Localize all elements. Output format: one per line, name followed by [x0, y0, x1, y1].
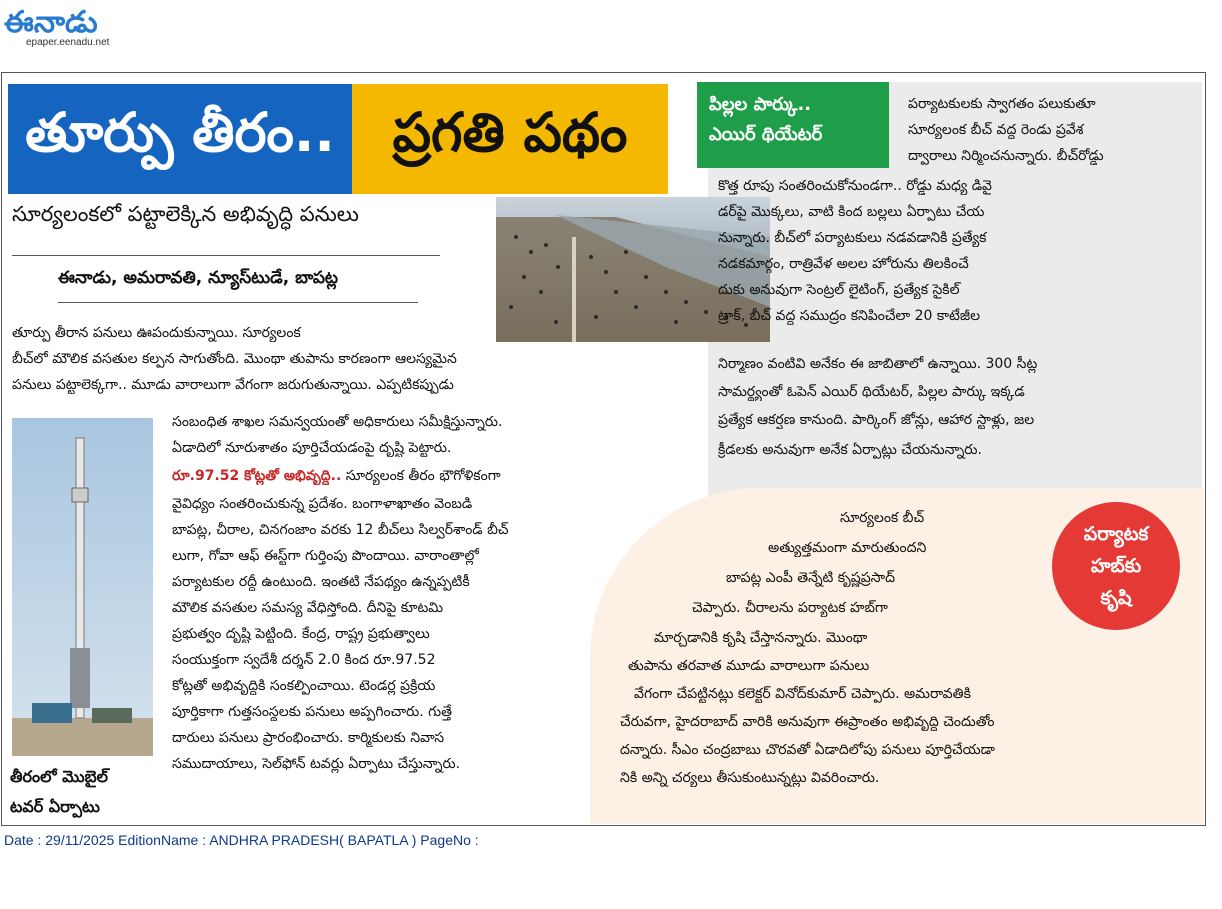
divider — [58, 302, 418, 303]
site-url: epaper.eenadu.net — [26, 37, 110, 48]
hub-line: చెప్పారు. చీరాలను పర్యాటక హబ్‌గా — [692, 600, 888, 616]
body-line: మౌలిక వసతుల సమస్య వేధిస్తోంది. దీనిపై కూటమి — [172, 600, 444, 616]
hub-line: మార్చడానికి కృషి చేస్తానన్నారు. మొంథా — [654, 630, 868, 646]
body-line: ఏడాదిలో నూరుశాతం పూర్తిచేయడంపై దృష్టి పెట్టారు. — [172, 440, 452, 456]
sidebar-title-line: ఎయిర్ థియేటర్ — [709, 124, 823, 145]
sidebar-line: దుకు అనువుగా సెంట్రల్ లైటింగ్, ప్రత్యేక సైకిల్ — [718, 282, 960, 298]
body-line: సంబంధిత శాఖల సమన్వయంతో అధికారులు సమీక్షిస్తున్నారు. — [172, 414, 503, 430]
sidebar-line: క్రీడలకు అనువుగా అనేక ఏర్పాట్లు చేయనున్నారు. — [718, 442, 982, 458]
body-line: కోట్లతో అభివృద్ధికి సంకల్పించాయి. టెండర్ల ప్రక్రియ — [172, 678, 436, 694]
photo-caption — [10, 762, 160, 822]
divider — [12, 255, 440, 256]
body-line: తూర్పు తీరాన పనులు ఊపందుకున్నాయి. సూర్యలంక — [12, 325, 301, 341]
sidebar-line: ద్వారాలు నిర్మించనున్నారు. బీచ్‌రోడ్డు — [908, 148, 1104, 164]
eenadu-logo[interactable] — [2, 2, 136, 38]
hub-line: సూర్యలంక బీచ్ — [840, 510, 925, 526]
sidebar-line: కొత్త రూపు సంతరించుకోనుండగా.. రోడ్డు మధ్య డివై — [718, 178, 993, 194]
byline: ఈనాడు, అమరావతి, న్యూస్‌టుడే, బాపట్ల — [58, 268, 339, 288]
sidebar-line: ప్రత్యేక ఆకర్షణ కానుంది. పార్కింగ్ జోన్లు, ఆహార స్టాళ్లు, జల — [718, 412, 1035, 428]
hub-line: అత్యుత్తమంగా మారుతుందని — [768, 540, 927, 556]
subheadline: సూర్యలంకలో పట్టాలెక్కిన అభివృద్ధి పనులు — [12, 202, 359, 226]
hub-line: వేగంగా చేపట్టినట్లు కలెక్టర్ వినోద్‌కుమార్ చెప్పారు. అమరావతికి — [634, 686, 971, 702]
photo-caption-line: తీరంలో మొబైల్ — [10, 767, 108, 786]
body-line: సంయుక్తంగా స్వదేశీ దర్శన్ 2.0 కింద రూ.97.52 — [172, 652, 436, 668]
body-line: పర్యాటకుల రద్దీ ఉంటుంది. ఇంతటి నేపథ్యం ఉన్నప్పటికీ — [172, 574, 470, 590]
body-line — [172, 468, 692, 485]
hub-line: బాపట్ల ఎంపీ తెన్నేటి కృష్ణప్రసాద్ — [726, 570, 895, 586]
sidebar-title-box — [697, 82, 889, 168]
hub-callout-line: పర్యాటక — [1083, 523, 1149, 545]
sidebar-line: నిర్మాణం వంటివి అనేకం ఈ జాబితాలో ఉన్నాయి. 300 సీట్ల — [718, 356, 1038, 372]
headline-part-2: ప్రగతి పథం — [352, 84, 668, 194]
sidebar-line: సామర్థ్యంతో ఓపెన్ ఎయిర్ థియేటర్, పిల్లల పార్కు ఇక్కడ — [718, 384, 1025, 400]
svg-text:ఈనాడు: ఈనాడు — [4, 5, 98, 38]
sidebar-line: ట్రాక్, బీచ్ వద్ద సముద్రం కనిపించేలా 20 కాటేజీల — [718, 308, 981, 324]
sidebar-line: నడకమార్గం, రాత్రివేళ అలల హోరును తిలకించే — [718, 256, 969, 272]
sidebar-title-line: పిల్లల పార్కు.. — [709, 94, 812, 115]
hub-line: చేరువగా, హైదరాబాద్ వారికి అనువుగా ఈప్రాంతం అభివృద్ధి చెందుతోం — [620, 714, 995, 730]
body-line: వైవిధ్యం సంతరించుకున్న ప్రదేశం. బంగాళాఖాతం వెంబడి — [172, 496, 473, 512]
body-line: లుగా, గోవా ఆఫ్ ఈస్ట్‌గా గుర్తింపు పొందాయి. వారాంతాల్లో — [172, 548, 479, 564]
sidebar-line: సూర్యలంక బీచ్ వద్ద రెండు ప్రవేశ — [908, 122, 1084, 138]
sidebar-line: పర్యాటకులకు స్వాగతం పలుకుతూ — [908, 96, 1096, 112]
hub-line: దన్నారు. సీఎం చంద్రబాబు చొరవతో ఏడాదిలోపు పనులు పూర్తిచేయడా — [620, 742, 995, 758]
section-lead: రూ.97.52 కోట్లతో అభివృద్ధి.. — [172, 468, 342, 484]
hub-line: నికి అన్ని చర్యలు తీసుకుంటున్నట్లు వివరించారు. — [620, 770, 880, 786]
body-line: బాపట్ల, చీరాల, చినగంజాం వరకు 12 బీచ్‌లు సిల్వర్‌శాండ్ బీచ్ — [172, 522, 509, 538]
photo-caption-line: టవర్ ఏర్పాటు — [10, 797, 100, 816]
hub-callout-line: కృషి — [1100, 587, 1132, 609]
body-line: బీచ్‌లో మౌలిక వసతుల కల్పన సాగుతోంది. మొంథా తుపాను కారణంగా ఆలస్యమైన — [12, 351, 457, 367]
sidebar-line: నున్నారు. బీచ్‌లో పర్యాటకులు నడవడానికి ప్రత్యేక — [718, 230, 987, 246]
body-line: సముదాయాలు, సెల్‌ఫోన్ టవర్లు ఏర్పాటు చేస్తున్నారు. — [172, 756, 461, 772]
edition-footer: Date : 29/11/2025 EditionName : ANDHRA PRADESH( BAPATLA ) PageNo : — [4, 832, 479, 848]
eenadu-logo-graphic — [2, 2, 136, 38]
mobile-tower-photo — [12, 418, 153, 756]
body-line: దారులు పనులు ప్రారంభించారు. కార్మికులకు నివాస — [172, 730, 445, 746]
hub-line: తుపాను తరవాత మూడు వారాలుగా పనులు — [628, 658, 870, 674]
sidebar-line: డర్‌పై మొక్కలు, వాటి కింద బల్లలు ఏర్పాటు చేయ — [718, 204, 985, 220]
body-line: ప్రభుత్వం దృష్టి పెట్టింది. కేంద్ర, రాష్ట్ర ప్రభుత్వాలు — [172, 626, 430, 642]
body-line: పూర్తికాగా గుత్తసంస్థలకు పనులు అప్పగించారు. గుత్తే — [172, 704, 453, 720]
section-lead-text: సూర్యలంక తీరం భౌగోళికంగా — [341, 468, 501, 484]
hub-callout-line: హబ్‌కు — [1090, 555, 1142, 577]
body-line: పనులు పట్టాలెక్కగా.. మూడు వారాలుగా వేగంగా జరుగుతున్నాయి. ఎప్పటికప్పుడు — [12, 377, 454, 393]
hub-callout-circle — [1052, 502, 1180, 630]
headline-part-1: తూర్పు తీరం.. — [8, 84, 352, 194]
